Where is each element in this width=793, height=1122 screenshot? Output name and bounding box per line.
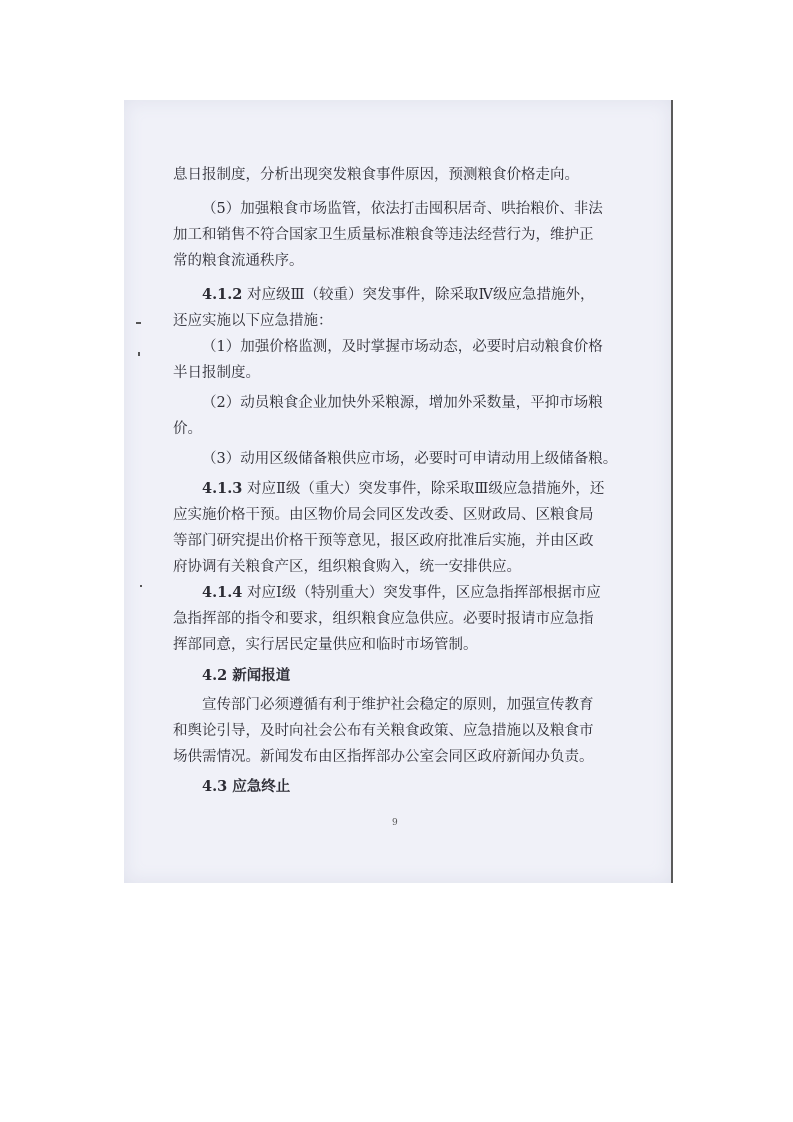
text-line: （2）动员粮食企业加快外采粮源，增加外采数量，平抑市场粮 xyxy=(202,395,603,411)
text-line: 息日报制度，分析出现突发粮食事件原因，预测粮食价格走向。 xyxy=(173,167,579,183)
text-line: 加工和销售不符合国家卫生质量标准粮食等违法经营行为，维护正 xyxy=(173,227,594,243)
text-line: （3）动用区级储备粮供应市场，必要时可申请动用上级储备粮。 xyxy=(202,451,618,467)
text-line: 还应实施以下应急措施： xyxy=(173,313,333,329)
text-line: 等部门研究提出价格干预等意见，报区政府批准后实施，并由区政 xyxy=(173,533,594,549)
section-text: 对应Ⅰ级（特别重大）突发事件，区应急指挥部根据市应 xyxy=(246,585,601,601)
text-line: 挥部同意，实行居民定量供应和临时市场管制。 xyxy=(173,637,478,653)
scan-speck xyxy=(136,322,141,324)
text-line: 半日报制度。 xyxy=(173,365,260,381)
text-line xyxy=(202,479,604,499)
scanned-page xyxy=(124,100,673,883)
text-line: （5）加强粮食市场监管，依法打击囤积居奇、哄抬粮价、非法 xyxy=(202,201,603,217)
scan-speck xyxy=(140,585,142,587)
text-line xyxy=(202,285,594,305)
section-number: 4.1.2 xyxy=(202,286,243,303)
text-line: 和舆论引导，及时向社会公布有关粮食政策、应急措施以及粮食市 xyxy=(173,723,594,739)
section-text: 对应Ⅱ级（重大）突发事件，除采取Ⅲ级应急措施外，还 xyxy=(246,481,605,497)
section-heading: 4.2 新闻报道 xyxy=(202,667,291,684)
page-number: 9 xyxy=(392,818,398,828)
text-line: 应实施价格干预。由区物价局会同区发改委、区财政局、区粮食局 xyxy=(173,507,594,523)
text-line: （1）加强价格监测，及时掌握市场动态，必要时启动粮食价格 xyxy=(202,339,603,355)
text-line: 急指挥部的指令和要求，组织粮食应急供应。必要时报请市应急指 xyxy=(173,611,594,627)
text-line: 价。 xyxy=(173,421,202,437)
section-text: 对应级Ⅲ（较重）突发事件，除采取Ⅳ级应急措施外， xyxy=(246,287,595,303)
section-heading: 4.3 应急终止 xyxy=(202,778,291,795)
text-line: 府协调有关粮食产区，组织粮食购入，统一安排供应。 xyxy=(173,559,521,575)
text-line: 常的粮食流通秩序。 xyxy=(173,253,304,269)
text-line xyxy=(202,583,601,603)
page-body xyxy=(124,100,671,883)
section-number: 4.1.3 xyxy=(202,480,243,497)
text-line: 场供需情况。新闻发布由区指挥部办公室会同区政府新闻办负责。 xyxy=(173,749,594,765)
section-number: 4.1.4 xyxy=(202,584,243,601)
text-line: 宣传部门必须遵循有利于维护社会稳定的原则，加强宣传教育 xyxy=(202,697,594,713)
scan-speck xyxy=(138,352,140,356)
